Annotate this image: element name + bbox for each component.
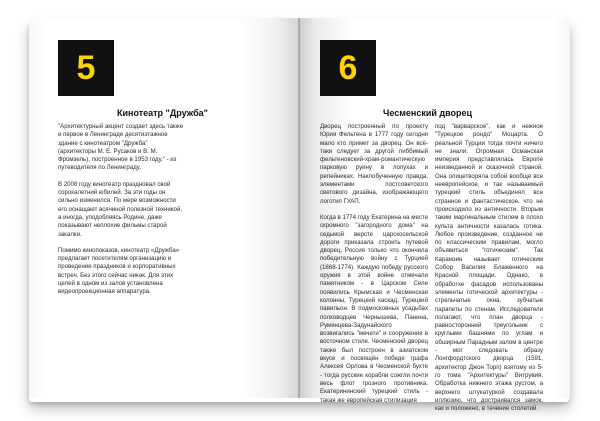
page-number: 6 bbox=[338, 48, 358, 87]
section-title: Кинотеатр "Дружба" bbox=[117, 108, 208, 118]
body-text bbox=[58, 123, 186, 305]
page-number: 5 bbox=[76, 48, 96, 87]
paragraph: под "варварское", как и нежное "Турецкое рондо" Моцарта. О реальной Турции тогда почти ничего не знали. Огромная Османская империя представлялась Европе неизведанной и сказочной страной. Она олицетворяла собой вообще все неевропейское, и так называемый турецкий стиль объединял все странное и фантастическое, что не происходило из античности. Вторым таким маргинальным стилем в плохо культа античности казалась готика. Любое произведение, созданное не по классическим правилам, могло объявиться "готическим". Так Карамзин называет готическим Собор Василия Блаженного на Красной площади. Однако, в обработке фасадов использованы элементы готической архитектуры - стрельчатые окна, зубчатые парапеты по стенам. Исследователи полагают, что план дворца - равносторонний треугольник с круглыми башнями по углам и обширным Парадным залом в центре - мог следовать образу Лонгфордтского дворца (1591, архитектор Джон Торп) взятому из 5-го тома "Архитектуры" Витрувия. Обработка нижнего этажа рустом, а верхнего штукатуркой создавала иллюзию, что достраивался замок, как и положено, в течение столетий. bbox=[435, 123, 543, 413]
section-title: Чесменский дворец bbox=[383, 108, 473, 118]
paragraph: В 2008 году кинотеатр праздновал свой сорокалетний юбилей. За эти годы он сильно изменился. По мере возможности его оснащают всячиной полезной техникой, а иногда, уподобляясь Родине, даже показывают неплохие фильмы старой закалки. bbox=[58, 180, 183, 238]
paragraph: "Архитектурный акцент создает здесь также и первое в Ленинграде десятиэтажное здание с кинотеатром "Дружба" (архитекторы М. Е. Русаков и В. М. Фромзель), построенное в 1953 году." - из путеводителя по Ленинграду. bbox=[58, 123, 184, 172]
paragraph: Дворец построенный по проекту Юрия Фельтена в 1777 году сегодня мало кто примет за дворец. Он всё-таки следует за другой либбимый фельтеновский-храм-романтическую парковую руину в лопухах и репейниках. Наклобученную правда, элементами постсоветского светового дизайна, изображающего логотип ГУАП. bbox=[320, 123, 428, 205]
page-number-box bbox=[320, 40, 376, 96]
text-column-right bbox=[435, 123, 543, 421]
left-page bbox=[29, 18, 299, 398]
text-column-left bbox=[320, 123, 428, 413]
right-page bbox=[300, 18, 570, 413]
page-number-box bbox=[58, 40, 114, 96]
paragraph: Помимо кинопоказов, кинотеатр «Дружба» предлагает посетителям организацию и проведение праздников и корпоративных встреч. Без этого сейчас никак. Для этих целей в одном из залов установлена видеопроекционная аппаратура. bbox=[58, 246, 180, 296]
paragraph: Когда в 1774 году Екатерина на месте скромного "загородного дома" на седьмой версте царскосельской дороги приказала строить путевой дворец, Россия только что окончила победительную войну с Турцией (1868-1774). Каждую победу русского оружия в этой войне отмечали памятником - в Царском Селе появились Крымская и Чесменская колонны, Турецкий каскад, Турецкий павильон. В подмосковных усадьбах полководцев Чернышева, Панина, Румянцева-Задунайского возвигались "мечети" и сооружения в восточном стиле. Чесменский дворец также был построен в азиатском вкусе и посвящён победе графа Алексея Орлова в Чесменской бухте - тогда русские корабли сожгли почти весь флот грозного противника. Екатерининский турецкий стиль - такая же европейская стилизация bbox=[320, 213, 428, 404]
